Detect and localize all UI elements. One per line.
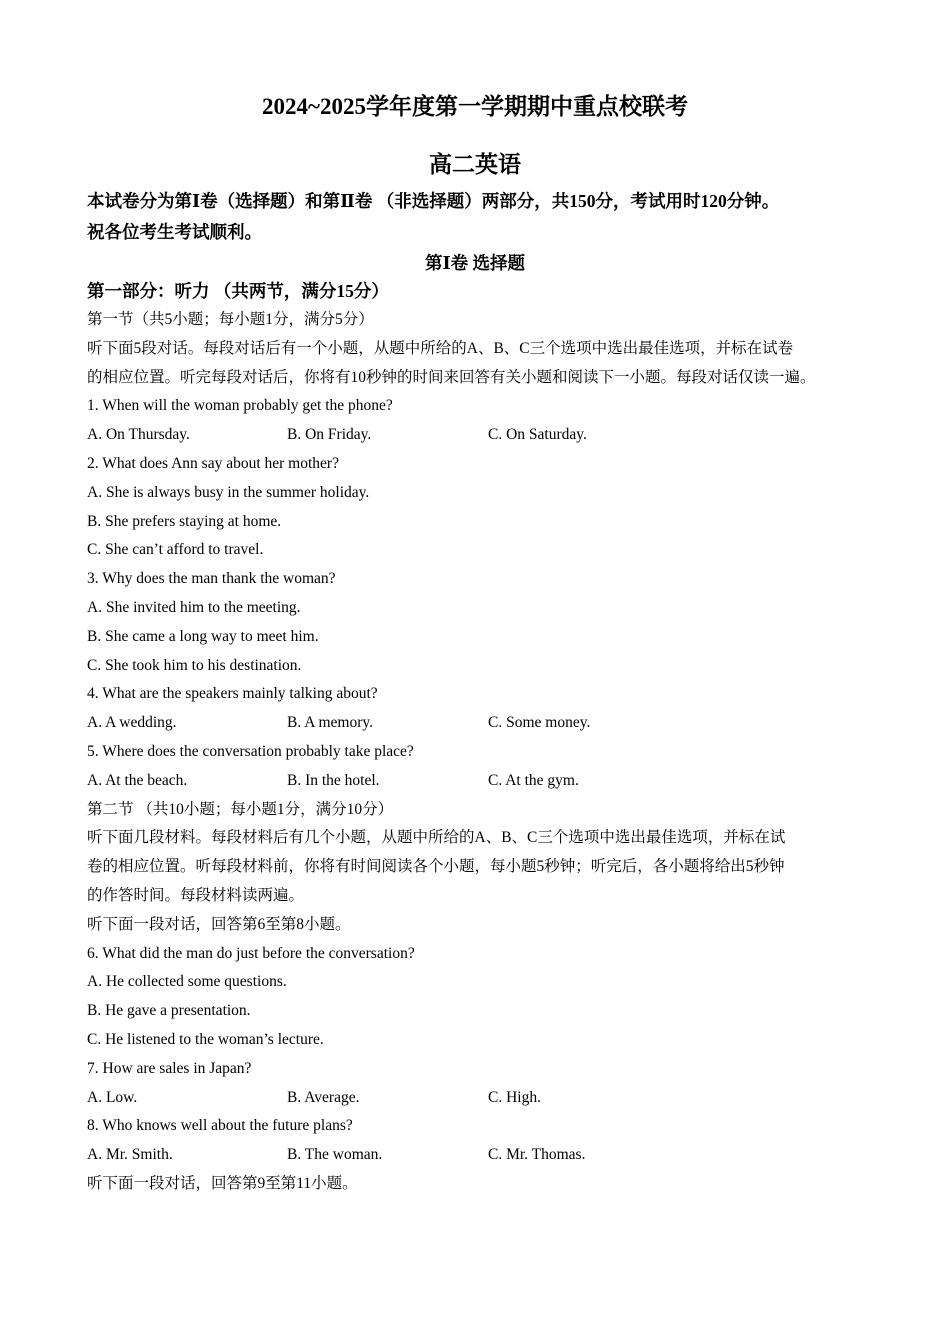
part1-title: 第一部分：听力 （共两节，满分15分）	[87, 281, 389, 301]
volume-title: 第Ⅰ卷 选择题	[424, 253, 526, 273]
question-6-option-b: B. He gave a presentation.	[87, 1002, 251, 1020]
intro-line-2: 祝各位考生考试顺利。	[87, 222, 262, 242]
question-7-option-a: A. Low.	[87, 1088, 138, 1106]
question-7-stem: 7. How are sales in Japan?	[87, 1059, 252, 1077]
question-4-stem: 4. What are the speakers mainly talking about?	[87, 685, 378, 703]
question-4-option-a: A. A wedding.	[87, 714, 177, 732]
question-1-option-b: B. On Friday.	[287, 426, 372, 444]
section1-instruction-1: 听下面5段对话。每段对话后有一个小题，从题中所给的A、B、C三个选项中选出最佳选项，并标在试卷	[87, 339, 794, 357]
question-2-option-c: C. She can’t afford to travel.	[87, 541, 264, 559]
question-5-option-a: A. At the beach.	[87, 771, 188, 789]
question-7-options	[87, 1087, 887, 1116]
question-8-option-b: B. The woman.	[287, 1146, 383, 1164]
question-7-option-b: B. Average.	[287, 1088, 360, 1106]
section1-heading: 第一节（共5小题；每小题1分，满分5分）	[87, 311, 374, 328]
question-3-stem: 3. Why does the man thank the woman?	[87, 570, 336, 588]
question-1-option-c: C. On Saturday.	[488, 426, 587, 444]
question-4-option-b: B. A memory.	[287, 714, 373, 732]
question-2-stem: 2. What does Ann say about her mother?	[87, 454, 339, 472]
question-5-option-c: C. At the gym.	[488, 771, 579, 789]
section2-instruction-2: 卷的相应位置。听每段材料前，你将有时间阅读各个小题，每小题5秒钟；听完后，各小题将给出5秒钟	[87, 858, 785, 876]
question-4-options	[87, 712, 887, 741]
question-3-option-b: B. She came a long way to meet him.	[87, 627, 319, 645]
intro-line-1: 本试卷分为第Ⅰ卷（选择题）和第Ⅱ卷 （非选择题）两部分，共150分，考试用时120分钟。	[87, 191, 780, 211]
dialog-intro-6-8: 听下面一段对话，回答第6至第8小题。	[87, 915, 351, 933]
question-5-stem: 5. Where does the conversation probably take place?	[87, 742, 414, 760]
question-6-option-c: C. He listened to the woman’s lecture.	[87, 1030, 324, 1048]
question-list	[87, 309, 887, 1202]
question-8-stem: 8. Who knows well about the future plans?	[87, 1117, 353, 1135]
question-1-stem: 1. When will the woman probably get the phone?	[87, 397, 393, 415]
question-8-option-c: C. Mr. Thomas.	[488, 1146, 586, 1164]
subject-title: 高二英语	[429, 152, 521, 177]
question-1-option-a: A. On Thursday.	[87, 426, 190, 444]
question-6-stem: 6. What did the man do just before the conversation?	[87, 944, 415, 962]
question-5-option-b: B. In the hotel.	[287, 771, 380, 789]
question-4-option-c: C. Some money.	[488, 714, 591, 732]
section2-instruction-3: 的作答时间。每段材料读两遍。	[87, 886, 305, 904]
section2-heading: 第二节 （共10小题；每小题1分，满分10分）	[87, 800, 394, 818]
question-2-option-b: B. She prefers staying at home.	[87, 512, 282, 530]
question-6-option-a: A. He collected some questions.	[87, 973, 287, 991]
question-3-option-a: A. She invited him to the meeting.	[87, 598, 301, 616]
question-8-options	[87, 1144, 887, 1173]
section1-instruction-2: 的相应位置。听完每段对话后，你将有10秒钟的时间来回答有关小题和阅读下一小题。每段对话仅读一遍。	[87, 368, 816, 386]
question-5-options	[87, 770, 887, 799]
question-8-option-a: A. Mr. Smith.	[87, 1146, 173, 1164]
exam-title: 2024~2025学年度第一学期期中重点校联考	[262, 94, 688, 119]
exam-intro	[87, 186, 887, 248]
question-7-option-c: C. High.	[488, 1088, 541, 1106]
question-1-options	[87, 424, 887, 453]
question-2-option-a: A. She is always busy in the summer holiday.	[87, 483, 370, 501]
dialog-intro-9-11: 听下面一段对话，回答第9至第11小题。	[87, 1174, 358, 1192]
section2-instruction-1: 听下面几段材料。每段材料后有几个小题，从题中所给的A、B、C三个选项中选出最佳选项，并标在试	[87, 829, 786, 847]
question-3-option-c: C. She took him to his destination.	[87, 656, 302, 674]
